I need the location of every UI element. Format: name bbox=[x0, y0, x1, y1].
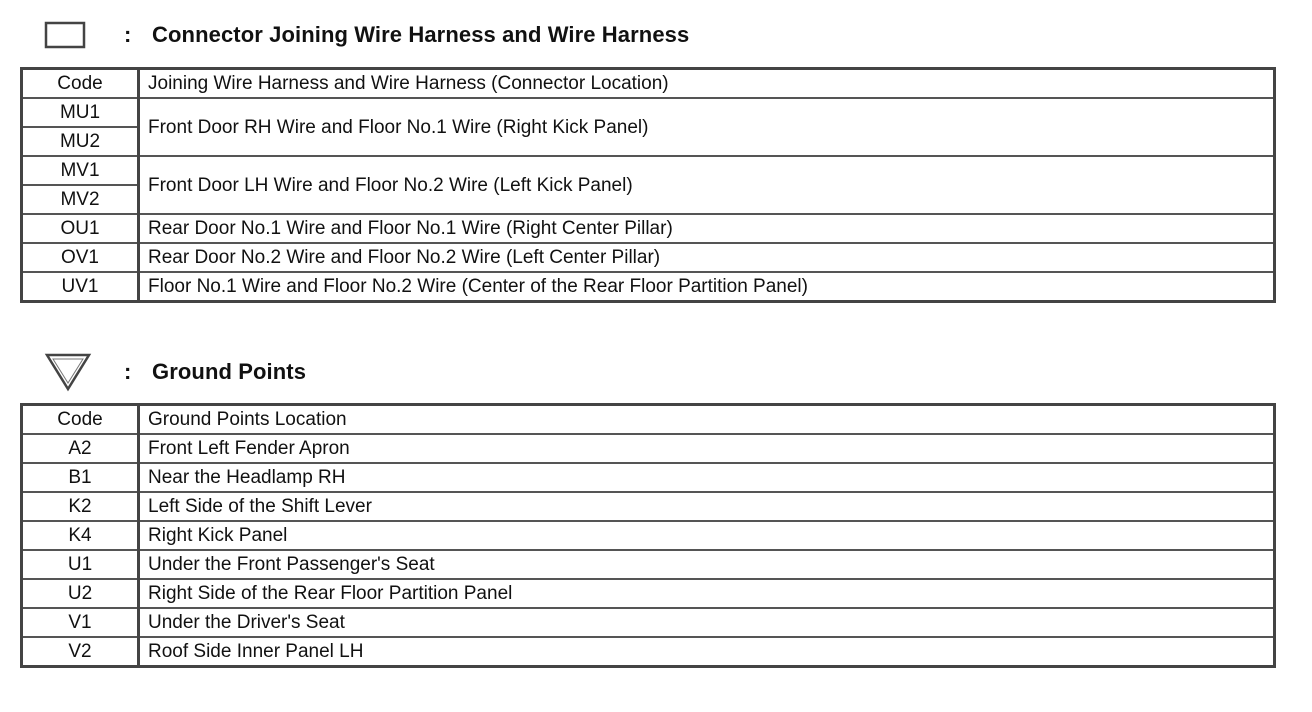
ground-code: V1 bbox=[22, 608, 139, 637]
table-row bbox=[22, 521, 1275, 550]
connector-code: OV1 bbox=[22, 243, 139, 272]
table-header-row bbox=[22, 69, 1275, 99]
connector-location: Floor No.1 Wire and Floor No.2 Wire (Center of the Rear Floor Partition Panel) bbox=[139, 272, 1275, 302]
ground-location: Under the Driver's Seat bbox=[139, 608, 1275, 637]
table-row bbox=[22, 608, 1275, 637]
table-row bbox=[22, 579, 1275, 608]
ground-location: Right Side of the Rear Floor Partition Panel bbox=[139, 579, 1275, 608]
table-header-row bbox=[22, 405, 1275, 435]
ground-code: U2 bbox=[22, 579, 139, 608]
header-location: Ground Points Location bbox=[139, 405, 1275, 435]
connector-section-title bbox=[0, 18, 1300, 58]
ground-location: Near the Headlamp RH bbox=[139, 463, 1275, 492]
header-location: Joining Wire Harness and Wire Harness (Connector Location) bbox=[139, 69, 1275, 99]
table-row bbox=[22, 550, 1275, 579]
ground-section-title bbox=[0, 352, 1300, 392]
table-row bbox=[22, 434, 1275, 463]
header-code: Code bbox=[22, 405, 139, 435]
connector-code: MV1 bbox=[22, 156, 139, 185]
ground-code: V2 bbox=[22, 637, 139, 667]
connector-location: Rear Door No.1 Wire and Floor No.1 Wire (Right Center Pillar) bbox=[139, 214, 1275, 243]
ground-code: B1 bbox=[22, 463, 139, 492]
table-row bbox=[22, 637, 1275, 667]
ground-location: Right Kick Panel bbox=[139, 521, 1275, 550]
connector-table bbox=[20, 67, 1276, 303]
ground-location: Under the Front Passenger's Seat bbox=[139, 550, 1275, 579]
table-row bbox=[22, 492, 1275, 521]
connector-code: UV1 bbox=[22, 272, 139, 302]
connector-location: Front Door LH Wire and Floor No.2 Wire (Left Kick Panel) bbox=[139, 156, 1275, 214]
ground-location: Roof Side Inner Panel LH bbox=[139, 637, 1275, 667]
connector-code: OU1 bbox=[22, 214, 139, 243]
ground-code: A2 bbox=[22, 434, 139, 463]
ground-title-text: Ground Points bbox=[152, 359, 307, 384]
connector-location: Front Door RH Wire and Floor No.1 Wire (Right Kick Panel) bbox=[139, 98, 1275, 156]
header-code: Code bbox=[22, 69, 139, 99]
ground-location: Left Side of the Shift Lever bbox=[139, 492, 1275, 521]
table-row bbox=[22, 463, 1275, 492]
ground-location: Front Left Fender Apron bbox=[139, 434, 1275, 463]
ground-code: K4 bbox=[22, 521, 139, 550]
connector-code: MV2 bbox=[22, 185, 139, 214]
triangle-down-outline-icon bbox=[44, 352, 92, 392]
table-row bbox=[22, 98, 1275, 127]
connector-title-text: Connector Joining Wire Harness and Wire Harness bbox=[152, 22, 690, 47]
connector-title-colon: : bbox=[124, 22, 132, 47]
table-row bbox=[22, 243, 1275, 272]
table-row bbox=[22, 156, 1275, 185]
connector-code: MU1 bbox=[22, 98, 139, 127]
ground-table bbox=[20, 403, 1276, 668]
table-row bbox=[22, 272, 1275, 302]
ground-code: U1 bbox=[22, 550, 139, 579]
connector-code: MU2 bbox=[22, 127, 139, 156]
ground-title-colon: : bbox=[124, 359, 132, 384]
square-outline-icon bbox=[44, 21, 86, 51]
ground-code: K2 bbox=[22, 492, 139, 521]
connector-location: Rear Door No.2 Wire and Floor No.2 Wire (Left Center Pillar) bbox=[139, 243, 1275, 272]
table-row bbox=[22, 214, 1275, 243]
